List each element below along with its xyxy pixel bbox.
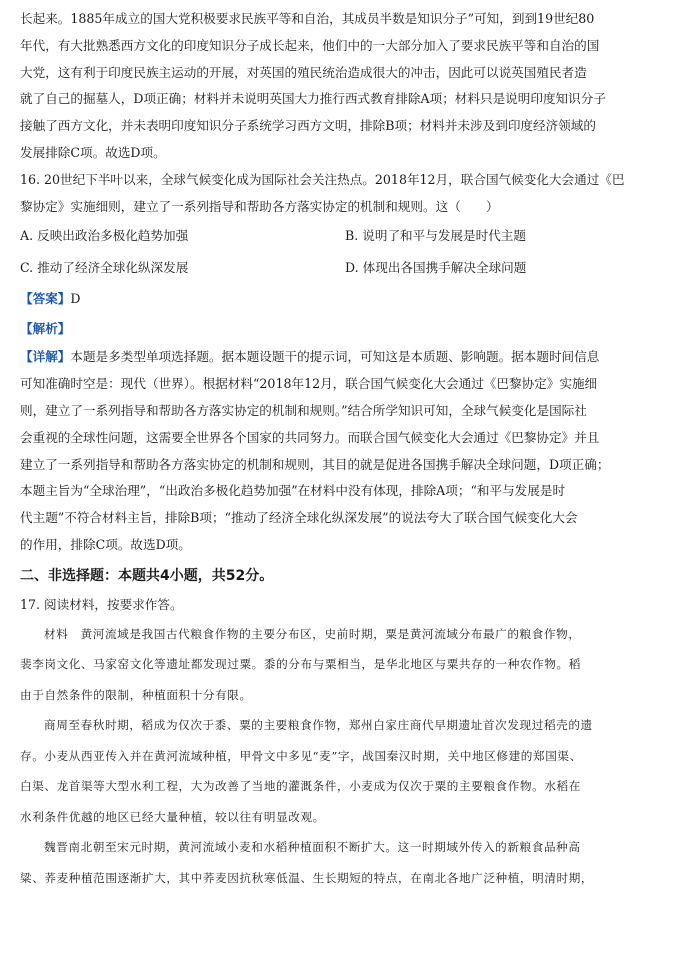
question-17 [20,591,670,894]
text-line: 接触了西方文化，并未表明印度知识分子系统学习西方文明，排除B项；材料并未涉及到印度经济领域的 [20,118,596,134]
option-d: D. 体现出各国携手解决全球问题 [345,260,527,276]
answer-options [20,220,670,284]
answer-value: D [70,291,81,307]
reading-material [20,619,670,894]
text-line: 就了自己的掘墓人，D项正确；材料并未说明英国大力推行西式教育排除A项；材料只是说明印度知识分子 [20,91,606,107]
detail-text: 本题是多类型单项选择题。据本题设题干的提示词，可知这是本质题、影响题。据本题时间信息 [70,349,600,365]
text-line: 年代，有大批熟悉西方文化的印度知识分子成长起来，他们中的一大部分加入了要求民族平等和自治的国 [20,37,600,53]
question-16 [20,167,670,559]
option-c: C. 推动了经济全球化纵深发展 [20,260,189,276]
analysis-tag: 【解析】 [20,321,71,337]
material-line: 由于自然条件的限制，种植面积十分有限。 [20,687,252,702]
option-b: B. 说明了和平与发展是时代主题 [345,228,526,244]
detailed-explanation [20,344,670,558]
material-line: 魏晋南北朝至宋元时期，黄河流域小麦和水稻种植面积不断扩大。这一时期域外传入的新粮食品种高 [44,840,581,855]
question-stem-line: 黎协定》实施细则，建立了一系列指导和帮助各方落实协定的机制和规则。这（ ） [20,198,499,214]
text-line: 本题主旨为“全球治理”，“出政治多极化趋势加强”在材料中没有体现，排除A项；“和平与发展是时 [20,483,566,499]
text-line: 长起来。1885年成立的国大党积极要求民族平等和自治，其成员半数是知识分子”可知，到到19世纪80 [20,11,595,26]
text-line: 发展排除C项。故选D项。 [20,144,166,160]
option-a: A. 反映出政治多极化趋势加强 [20,228,189,244]
material-line: 存。小麦从西亚传入并在黄河流域种植，甲骨文中多见“麦”字，战国秦汉时期，关中地区修建的郑国渠、 [20,748,582,763]
material-line: 材料 黄河流域是我国古代粮食作物的主要分布区，史前时期，粟是黄河流域分布最广的粮食作物， [44,626,581,641]
analysis-row [20,314,670,344]
material-line: 水利条件优越的地区已经大量种植，较以往有明显改观。 [20,809,325,824]
text-line: 建立了一系列指导和帮助各方落实协定的机制和规则，其目的就是促进各国携手解决全球问题，D项正确； [20,456,610,472]
detail-tag: 【详解】 [20,349,71,365]
text-line: 则，建立了一系列指导和帮助各方落实协定的机制和规则。”结合所学知识可知，全球气候变化是国际社 [20,402,587,418]
answer-row [20,284,670,314]
text-line: 大党，这有利于印度民族主运动的开展，对英国的殖民统治造成很大的冲击，因此可以说英国殖民者造 [20,64,587,80]
text-line: 代主题”不符合材料主旨，排除B项；“推动了经济全球化纵深发展”的说法夸大了联合国气候变化大会 [20,510,578,526]
section-heading: 二、非选择题：本题共4小题，共52分。 [20,567,274,584]
material-line: 商周至春秋时期，稻成为仅次于黍、粟的主要粮食作物，郑州白家庄商代早期遗址首次发现过稻壳的遗 [44,718,593,733]
question-stem: 17. 阅读材料，按要求作答。 [20,596,183,612]
text-line: 会重视的全球性问题，这需要全世界各个国家的共同努力。而联合国气候变化大会通过《巴黎协定》并且 [20,429,600,445]
text-line: 可知准确时空是：现代（世界）。根据材料“2018年12月，联合国气候变化大会通过《巴黎协定》实施细 [20,376,598,392]
text-line [20,344,670,371]
answer-tag: 【答案】 [20,291,71,307]
question-stem-line: 16. 20世纪下半叶以来，全球气候变化成为国际社会关注热点。2018年12月，联合国气候变化大会通过《巴 [20,171,625,187]
text-line: 的作用，排除C项。故选D项。 [20,536,191,552]
material-line: 裴李岗文化、马家窑文化等遗址都发现过粟。黍的分布与粟相当，是华北地区与粟共存的一种农作物。稻 [20,657,581,672]
material-line: 白渠、龙首渠等大型水利工程，大为改善了当地的灌溉条件，小麦成为仅次于粟的主要粮食作物。水稻在 [20,779,581,794]
previous-question-analysis [20,6,670,167]
material-line: 粱、荞麦种植范围逐渐扩大，其中荞麦因抗秋寒低温、生长期短的特点，在南北各地广泛种植，明清时期， [20,870,594,885]
